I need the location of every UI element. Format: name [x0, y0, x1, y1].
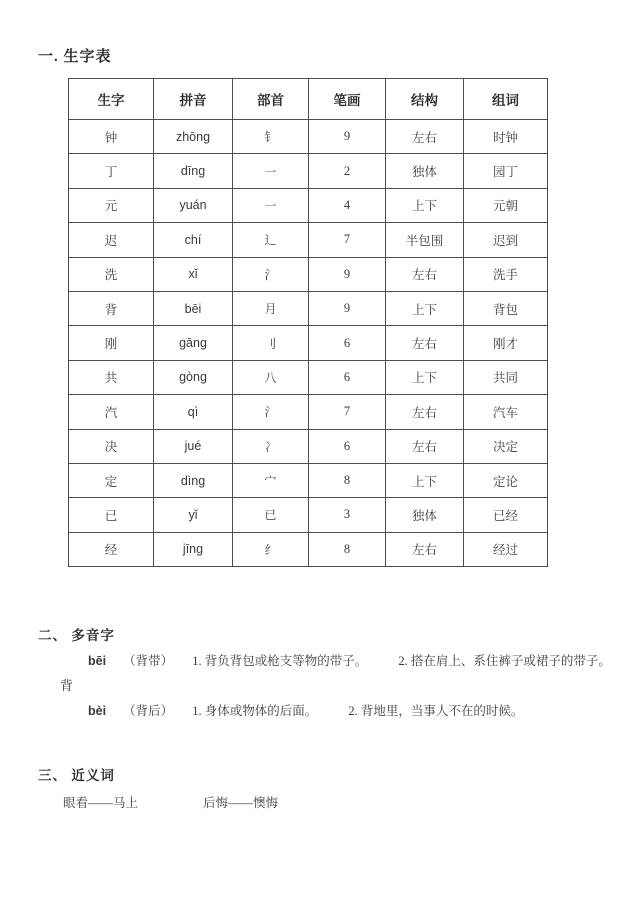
cell-strokes: 6	[309, 360, 386, 394]
column-header-pinyin: 拼音	[154, 79, 233, 120]
table-row	[69, 223, 548, 257]
column-header-strokes: 笔画	[309, 79, 386, 120]
cell-char: 汽	[69, 395, 154, 429]
column-header-word: 组词	[464, 79, 548, 120]
polyphone-reading-1	[88, 651, 611, 669]
synonym-pair: 眼看——马上	[63, 796, 139, 810]
cell-pinyin: chí	[154, 223, 233, 257]
cell-char: 元	[69, 188, 154, 222]
column-header-radical: 部首	[233, 79, 309, 120]
cell-pinyin: zhōng	[154, 120, 233, 154]
cell-radical: 氵	[233, 395, 309, 429]
cell-radical: 宀	[233, 463, 309, 497]
cell-structure: 左右	[386, 326, 464, 360]
table-row	[69, 532, 548, 566]
cell-char: 刚	[69, 326, 154, 360]
table-row	[69, 463, 548, 497]
polyphone-definition-1a: 1. 背负背包或枪支等物的带子。	[192, 654, 368, 668]
table-row	[69, 154, 548, 188]
cell-word: 汽车	[464, 395, 548, 429]
cell-strokes: 4	[309, 188, 386, 222]
vocab-table	[68, 78, 548, 567]
polyphone-word-2: （背后）	[123, 704, 174, 718]
cell-strokes: 7	[309, 395, 386, 429]
cell-pinyin: gāng	[154, 326, 233, 360]
cell-word: 共同	[464, 360, 548, 394]
table-row	[69, 395, 548, 429]
cell-word: 决定	[464, 429, 548, 463]
cell-char: 已	[69, 498, 154, 532]
cell-structure: 上下	[386, 188, 464, 222]
cell-pinyin: gòng	[154, 360, 233, 394]
cell-radical: 八	[233, 360, 309, 394]
cell-strokes: 3	[309, 498, 386, 532]
table-row	[69, 257, 548, 291]
cell-structure: 半包围	[386, 223, 464, 257]
table-row	[69, 360, 548, 394]
table-row	[69, 498, 548, 532]
cell-structure: 左右	[386, 257, 464, 291]
polyphone-definition-2a: 1. 身体或物体的后面。	[192, 704, 318, 718]
cell-pinyin: jué	[154, 429, 233, 463]
cell-radical: 刂	[233, 326, 309, 360]
cell-radical: 钅	[233, 120, 309, 154]
cell-word: 时钟	[464, 120, 548, 154]
polyphone-word-1: （背带）	[123, 654, 174, 668]
cell-radical: 已	[233, 498, 309, 532]
cell-pinyin: jīng	[154, 532, 233, 566]
column-header-structure: 结构	[386, 79, 464, 120]
cell-strokes: 2	[309, 154, 386, 188]
cell-strokes: 8	[309, 463, 386, 497]
cell-char: 丁	[69, 154, 154, 188]
cell-char: 背	[69, 291, 154, 325]
column-header-char: 生字	[69, 79, 154, 120]
cell-strokes: 9	[309, 257, 386, 291]
cell-char: 共	[69, 360, 154, 394]
cell-word: 经过	[464, 532, 548, 566]
cell-char: 迟	[69, 223, 154, 257]
cell-word: 迟到	[464, 223, 548, 257]
synonym-pairs-line	[63, 793, 278, 811]
cell-pinyin: bēi	[154, 291, 233, 325]
cell-char: 洗	[69, 257, 154, 291]
table-row	[69, 326, 548, 360]
cell-structure: 独体	[386, 154, 464, 188]
cell-strokes: 9	[309, 291, 386, 325]
cell-pinyin: qì	[154, 395, 233, 429]
table-row	[69, 120, 548, 154]
cell-radical: 纟	[233, 532, 309, 566]
cell-radical: 辶	[233, 223, 309, 257]
section-title-polyphone: 二、 多音字	[38, 628, 115, 643]
cell-radical: 氵	[233, 257, 309, 291]
cell-structure: 独体	[386, 498, 464, 532]
cell-structure: 上下	[386, 291, 464, 325]
cell-word: 刚才	[464, 326, 548, 360]
cell-word: 园丁	[464, 154, 548, 188]
cell-char: 定	[69, 463, 154, 497]
cell-char: 决	[69, 429, 154, 463]
cell-strokes: 6	[309, 326, 386, 360]
cell-structure: 左右	[386, 429, 464, 463]
synonym-pair: 后悔——懊悔	[203, 796, 279, 810]
vocab-table-header-row	[69, 79, 548, 120]
cell-char: 经	[69, 532, 154, 566]
table-row	[69, 188, 548, 222]
cell-word: 定论	[464, 463, 548, 497]
polyphone-character: 背	[60, 678, 74, 693]
cell-structure: 左右	[386, 395, 464, 429]
cell-radical: 冫	[233, 429, 309, 463]
section-title-vocab-table: 一. 生字表	[38, 49, 112, 65]
cell-pinyin: dìng	[154, 463, 233, 497]
polyphone-reading-2	[88, 701, 523, 719]
cell-radical: 一	[233, 154, 309, 188]
cell-structure: 左右	[386, 532, 464, 566]
cell-pinyin: yǐ	[154, 498, 233, 532]
cell-strokes: 6	[309, 429, 386, 463]
polyphone-definition-1b: 2. 搭在肩上、系住裤子或裙子的带子。	[398, 654, 611, 668]
cell-pinyin: dīng	[154, 154, 233, 188]
cell-radical: 月	[233, 291, 309, 325]
cell-structure: 左右	[386, 120, 464, 154]
cell-strokes: 9	[309, 120, 386, 154]
polyphone-pinyin-1: bēi	[88, 654, 107, 668]
section-title-synonyms: 三、 近义词	[38, 768, 115, 783]
table-row	[69, 429, 548, 463]
cell-strokes: 7	[309, 223, 386, 257]
cell-structure: 上下	[386, 360, 464, 394]
cell-word: 元朝	[464, 188, 548, 222]
polyphone-definition-2b: 2. 背地里，当事人不在的时候。	[348, 704, 524, 718]
cell-strokes: 8	[309, 532, 386, 566]
cell-structure: 上下	[386, 463, 464, 497]
table-row	[69, 291, 548, 325]
cell-pinyin: xǐ	[154, 257, 233, 291]
cell-char: 钟	[69, 120, 154, 154]
cell-word: 洗手	[464, 257, 548, 291]
cell-word: 背包	[464, 291, 548, 325]
cell-word: 已经	[464, 498, 548, 532]
cell-radical: 一	[233, 188, 309, 222]
polyphone-pinyin-2: bèi	[88, 704, 107, 718]
cell-pinyin: yuán	[154, 188, 233, 222]
